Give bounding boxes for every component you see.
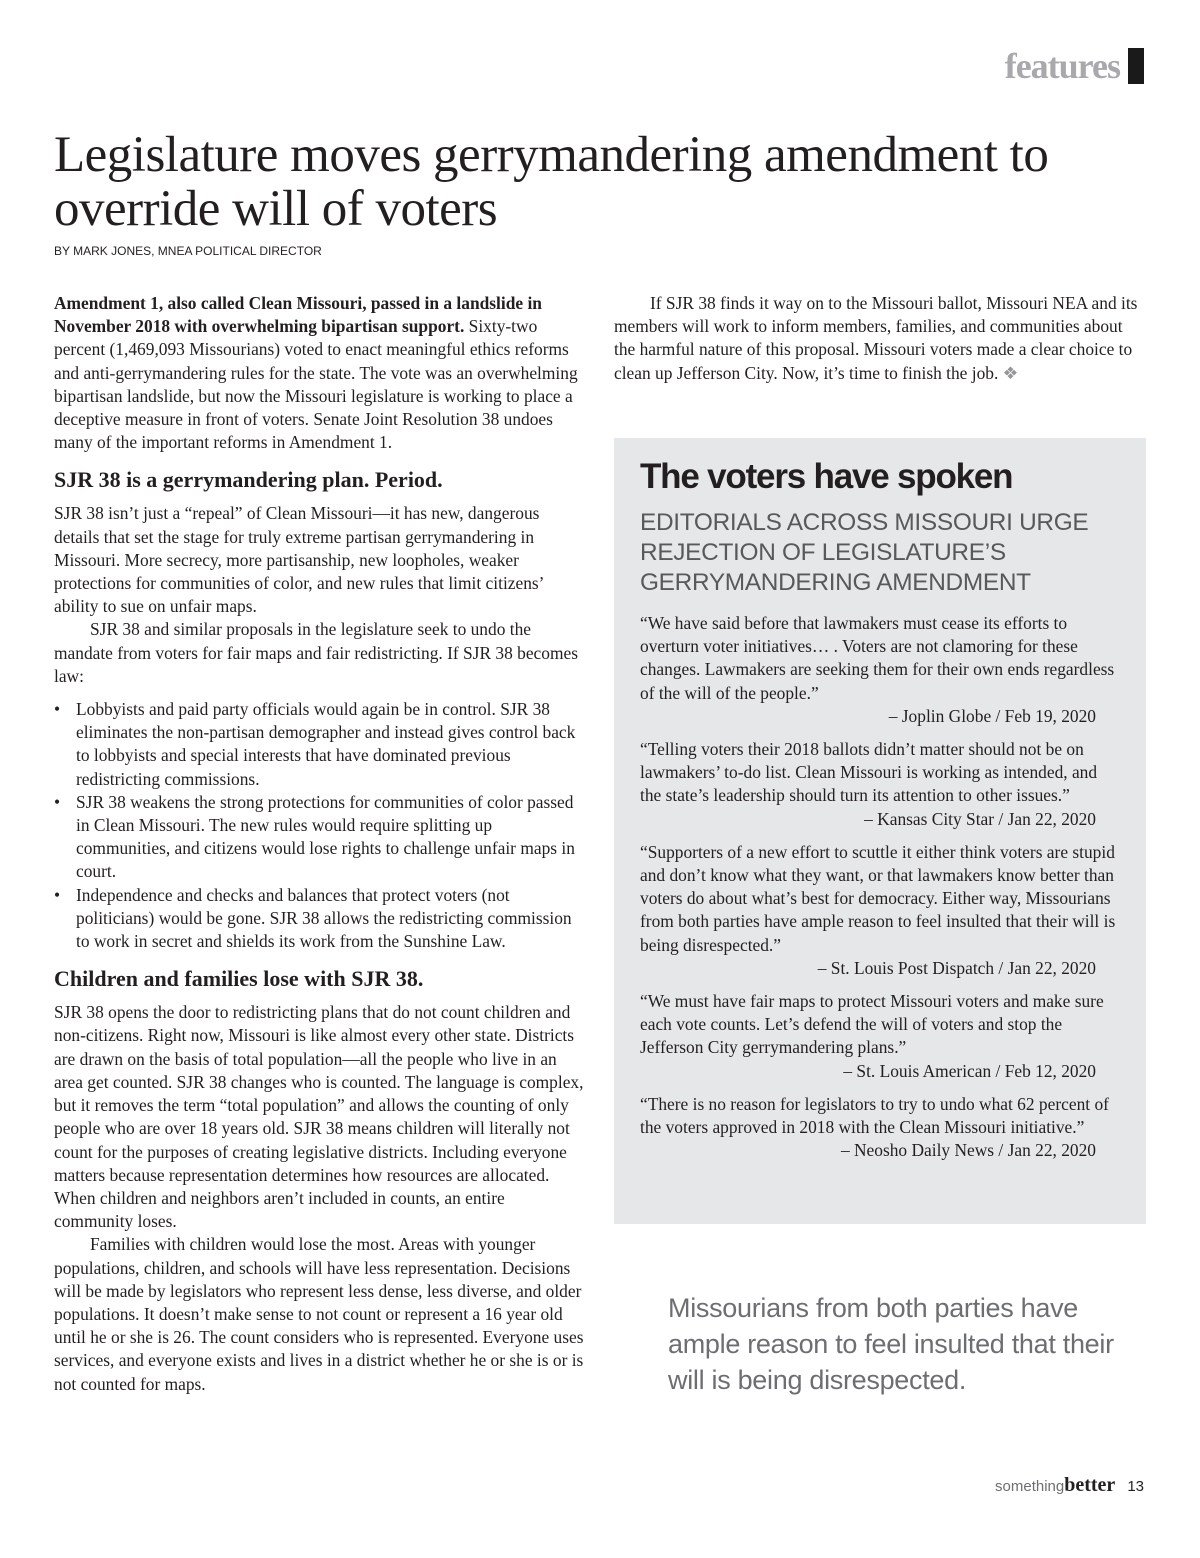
quote-text: “Telling voters their 2018 ballots didn’t matter should not be on lawmakers’ to-do list. Clean Missouri is working as intended, and the state’s leadership should turn its attention to other issues.” bbox=[640, 739, 1098, 806]
list-item bbox=[54, 884, 588, 954]
quote-text: “There is no reason for legislators to try to undo what 62 percent of the voters approved in 2018 with the Clean Missouri initiative.” bbox=[640, 1093, 1109, 1138]
lead-bold: Amendment 1, also called Clean Missouri, passed in a landslide in November 2018 with overwhelming bipartisan support. bbox=[54, 293, 542, 337]
closing-text: If SJR 38 finds it way on to the Missouri ballot, Missouri NEA and its members will work to inform members, families, and communities about the harmful nature of this proposal. Missouri voters made a clear choice to clean up Jefferson City. Now, it’s time to finish the job. bbox=[614, 293, 1138, 383]
editorial-quote bbox=[640, 1093, 1122, 1163]
bullet-dot: • bbox=[54, 791, 61, 812]
list-item bbox=[54, 698, 588, 791]
section-label: features bbox=[1004, 46, 1120, 86]
main-column-left bbox=[54, 292, 588, 1396]
editorial-quote bbox=[640, 612, 1122, 728]
bullet-text: Independence and checks and balances that protect voters (not politicians) would be gone. SJR 38 allows the redistricting commission to work in secret and shields its work from the Sunshine Law. bbox=[76, 884, 572, 952]
bullet-dot: • bbox=[54, 884, 61, 905]
section1-paragraph-1: SJR 38 isn’t just a “repeal” of Clean Missouri—it has new, dangerous details that set the stage for truly extreme partisan gerrymandering in Missouri. More secrecy, more partisanship, new loopholes, weaker protections for communities of color, and new rules that limit citizens’ ability to sue on unfair maps. bbox=[54, 503, 544, 617]
quote-source: – Kansas City Star / Jan 22, 2020 bbox=[864, 808, 1096, 829]
end-mark-icon: ❖ bbox=[998, 362, 1019, 383]
bullet-dot: • bbox=[54, 699, 61, 720]
quote-source: – Joplin Globe / Feb 19, 2020 bbox=[888, 705, 1096, 726]
sidebar-title: The voters have spoken bbox=[640, 457, 1013, 496]
sidebar-box bbox=[614, 438, 1146, 1224]
bullet-text: Lobbyists and paid party officials would again be in control. SJR 38 eliminates the non-partisan demographer and instead gives control back to lobbyists and special interests that have dominated previous redistricting commissions. bbox=[76, 699, 576, 789]
section-bar bbox=[1128, 48, 1144, 84]
page-number: 13 bbox=[1127, 1478, 1144, 1495]
byline: BY MARK JONES, MNEA POLITICAL DIRECTOR bbox=[54, 244, 322, 258]
main-column-right bbox=[614, 292, 1146, 385]
editorial-quote bbox=[640, 738, 1122, 831]
quote-source: – St. Louis American / Feb 12, 2020 bbox=[843, 1060, 1096, 1081]
bullet-list bbox=[54, 698, 588, 953]
lead-text: Sixty-two percent (1,469,093 Missourians) voted to enact meaningful ethics reforms and anti-gerrymandering rules for the state. The vote was an overwhelming bipartisan landslide, but now the Missouri legislature is working to place a deceptive measure in front of voters. Senate Joint Resolution 38 undoes many of the important reforms in Amendment 1. bbox=[54, 316, 578, 453]
section2-paragraph-2: Families with children would lose the most. Areas with younger populations, children, and schools will have less representation. Decisions will be made by legislators who represent less dense, less diverse, and older populations. It doesn’t make sense to not count or represent a 16 year old until he or she is 26. The count considers who is represented. Everyone uses services, and everyone exists and lives in a district whether he or she is or is not counted for maps. bbox=[54, 1234, 584, 1394]
bullet-text: SJR 38 weakens the strong protections for communities of color passed in Clean Missouri. The new rules would require splitting up communities, and citizens would lose rights to challenge unfair maps in court. bbox=[76, 791, 575, 882]
quote-text: “Supporters of a new effort to scuttle it either think voters are stupid and don’t know what they want, or that lawmakers know better than voters do about what’s best for democracy. Either way, Missourians from both parties have ample reason to feel insulted that their will is being disrespected.” bbox=[640, 841, 1116, 955]
pull-quote: Missourians from both parties have ample reason to feel insulted that their will is being disrespected. bbox=[668, 1293, 1114, 1395]
quote-source: – St. Louis Post Dispatch / Jan 22, 2020 bbox=[817, 957, 1096, 978]
quote-text: “We have said before that lawmakers must cease its efforts to overturn voter initiatives… . Voters are not clamoring for these changes. Lawmakers are seeking them for their own ends regardless of the will of the people.” bbox=[640, 613, 1115, 703]
closing-paragraph bbox=[614, 292, 1146, 385]
section2-heading: Children and families lose with SJR 38. bbox=[54, 966, 424, 992]
quote-text: “We must have fair maps to protect Missouri voters and make sure each vote counts. Let’s defend the will of voters and stop the Jefferson City gerrymandering plans.” bbox=[640, 991, 1104, 1058]
editorial-quote bbox=[640, 990, 1122, 1083]
section-tag bbox=[1005, 44, 1144, 88]
section1-paragraph-2: SJR 38 and similar proposals in the legislature seek to undo the mandate from voters for fair maps and fair redistricting. If SJR 38 becomes law: bbox=[54, 619, 578, 686]
publication-name-light: something bbox=[995, 1478, 1065, 1495]
section2-paragraph-1: SJR 38 opens the door to redistricting plans that do not count children and non-citizens. Right now, Missouri is like almost every other state. Districts are drawn on the basis of total population—all the people who live in an area get counted. SJR 38 changes who is counted. The language is complex, but it removes the term “total population” and allows the counting of only people who are over 18 years old. SJR 38 means children will literally not count for the purposes of creating legislative districts. Including everyone matters because representation determines how resources are allocated. When children and neighbors aren’t included in counts, an entire community loses. bbox=[54, 1002, 584, 1232]
list-item bbox=[54, 791, 588, 884]
headline: Legislature moves gerrymandering amendment to override will of voters bbox=[54, 127, 1049, 237]
lead-paragraph bbox=[54, 292, 588, 454]
section1-heading: SJR 38 is a gerrymandering plan. Period. bbox=[54, 467, 443, 493]
page-footer bbox=[995, 1474, 1144, 1497]
sidebar-deck: EDITORIALS ACROSS MISSOURI URGE REJECTION OF LEGISLATURE’S GERRYMANDERING AMENDMENT bbox=[640, 509, 1089, 596]
publication-name-bold: better bbox=[1064, 1474, 1116, 1496]
editorial-quote bbox=[640, 841, 1122, 980]
quote-source: – Neosho Daily News / Jan 22, 2020 bbox=[840, 1140, 1096, 1161]
